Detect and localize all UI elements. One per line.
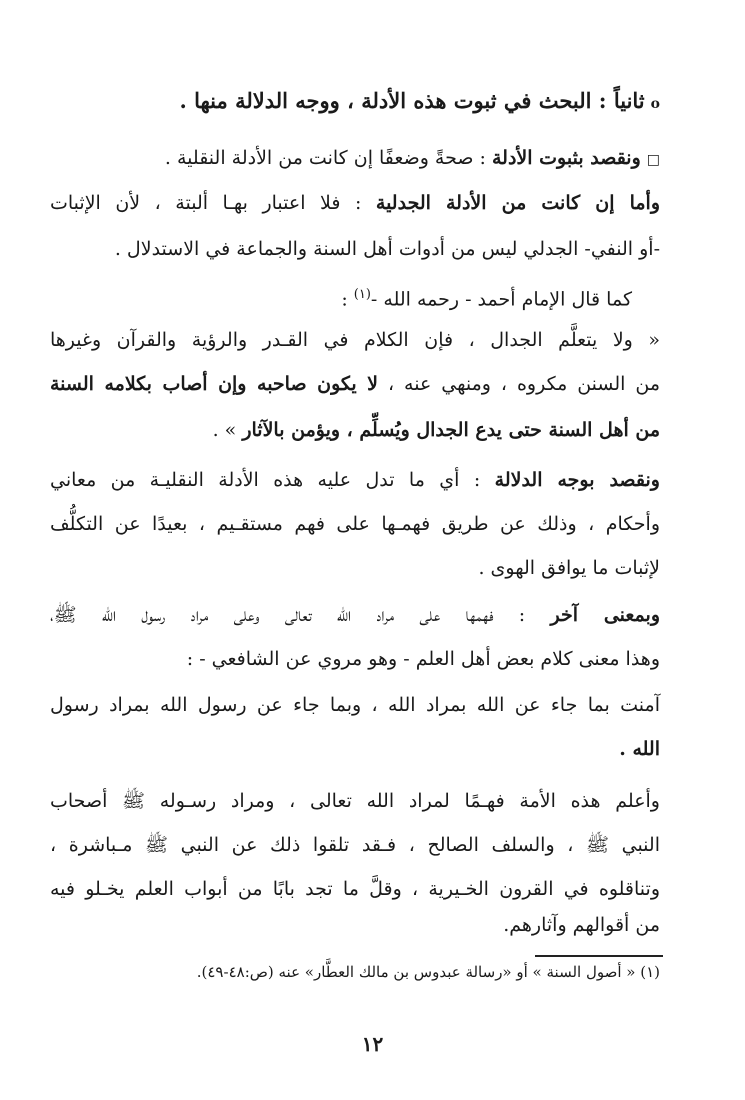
- paragraph-text: الله .: [619, 738, 660, 760]
- term-label: وبمعنى آخر: [550, 604, 660, 626]
- paragraph-companions-line4: [50, 910, 660, 940]
- quote-emphasis: لا يكون صاحبه وإن أصاب بكلامه السنة: [50, 373, 379, 395]
- paragraph-imam-ahmad: [50, 280, 660, 314]
- paragraph-text: وتناقلوه في القرون الخـيرية ، وقلَّ ما تجد بابًا من أبواب العلم يخـلو فيه: [50, 878, 661, 900]
- paragraph-shafii-quote-line2: [50, 734, 660, 764]
- paragraph-meaning-line3: [50, 553, 660, 583]
- paragraph-shafii-quote-line1: [50, 690, 660, 720]
- paragraph-text: :: [341, 288, 354, 311]
- footnote-ref: (١): [353, 287, 371, 302]
- paragraph-text: : فهمها على مراد الله تعالى وعلى مراد رسول الله ﷺ،: [50, 604, 551, 626]
- paragraph-text: -أو النفي- الجدلي ليس من أدوات أهل السنة والجماعة في الاستدلال .: [114, 238, 660, 260]
- paragraph-meaning-line2: [50, 509, 660, 539]
- quote-text: « ولا يتعلَّم الجدال ، فإن الكلام في القـدر والرؤية والقرآن وغيرها: [50, 329, 660, 351]
- paragraph-text: كما قال الإمام أحمد - رحمه الله -: [370, 288, 632, 311]
- paragraph-text: وأعلم هذه الأمة فهـمًا لمراد الله تعالى ، ومراد رسـوله ﷺ أصحاب: [50, 790, 660, 812]
- paragraph-text: لإثبات ما يوافق الهوى .: [478, 557, 660, 579]
- paragraph-dialectic-line1: [50, 188, 660, 218]
- term-label: ونقصد بثبوت الأدلة: [492, 147, 641, 169]
- quote-text: من السنن مكروه ، ومنهي عنه ،: [378, 373, 661, 395]
- paragraph-text: من أقوالهم وآثارهم.: [503, 914, 660, 936]
- footnote: (١) « أصول السنة » أو «رسالة عبدوس بن مالك العطَّار» عنه (ص:٤٨-٤٩).: [196, 963, 660, 981]
- square-bullet-icon: □: [646, 152, 660, 168]
- paragraph-text: : أي ما تدل عليه هذه الأدلة النقليـة من معاني: [50, 469, 495, 491]
- paragraph-other-meaning-line1: [50, 600, 660, 630]
- heading-text: ثانياً : البحث في ثبوت هذه الأدلة ، ووجه الدلالة منها .: [179, 88, 645, 113]
- paragraph-text: وأحكام ، وذلك عن طريق فهمـها على فهم مستقـيم ، بعيدًا عن التكلُّف: [50, 513, 660, 535]
- paragraph-text: وهذا معنى كلام بعض أهل العلم - وهو مروي عن الشافعي - :: [186, 648, 660, 670]
- paragraph-text: : فلا اعتبار بهـا ألبتة ، لأن الإثبات: [50, 192, 376, 214]
- term-label: ونقصد بوجه الدلالة: [494, 469, 660, 491]
- paragraph-meaning-line1: [50, 465, 660, 495]
- paragraph-evidence-proof: [50, 143, 660, 175]
- paragraph-companions-line3: [50, 874, 660, 904]
- page-number: ١٢: [361, 1032, 384, 1056]
- paragraph-companions-line2: [50, 830, 660, 860]
- term-label: وأما إن كانت من الأدلة الجدلية: [375, 192, 661, 214]
- paragraph-other-meaning-line2: [50, 644, 660, 674]
- paragraph-companions-line1: [50, 786, 660, 816]
- paragraph-text: آمنت بما جاء عن الله بمراد الله ، وبما جاء عن رسول الله بمراد رسول: [50, 694, 660, 716]
- quote-line1: [50, 325, 660, 355]
- bullet-icon: o: [650, 96, 660, 112]
- quote-line3: [50, 415, 660, 445]
- paragraph-text: النبي ﷺ ، والسلف الصالح ، فـقد تلقوا ذلك عن النبي ﷺ مـباشرة ،: [50, 834, 660, 856]
- quote-emphasis: من أهل السنة حتى يدع الجدال ويُسلِّم ، ويؤمن بالآثار: [242, 419, 660, 441]
- quote-line2: [50, 369, 660, 399]
- section-heading: [50, 86, 660, 119]
- footnote-divider: [535, 955, 663, 957]
- paragraph-text: : صحةً وضعفًا إن كانت من الأدلة النقلية .: [164, 147, 492, 169]
- quote-text: » .: [212, 419, 243, 441]
- paragraph-dialectic-line2: [50, 234, 660, 264]
